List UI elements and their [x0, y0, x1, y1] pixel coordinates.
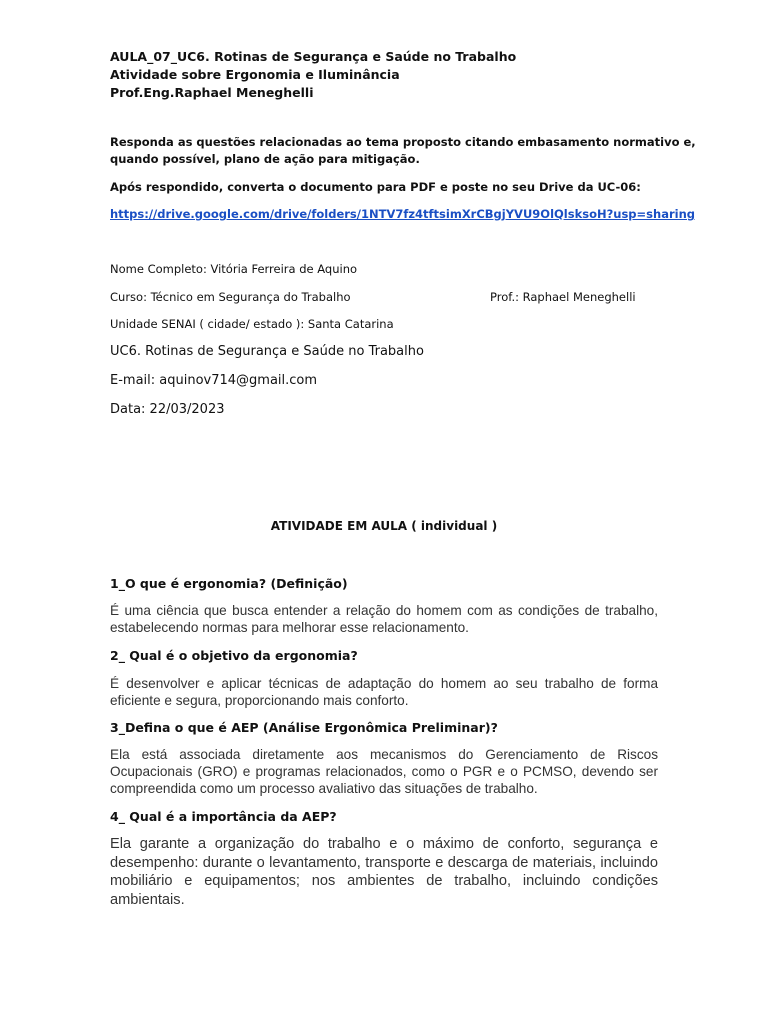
student-course: Curso: Técnico em Segurança do Trabalho — [110, 290, 351, 304]
answer-2: É desenvolver e aplicar técnicas de adaptação do homem ao seu trabalho de forma eficiente e segura, proporcionando mais conforto. — [110, 676, 658, 708]
answer-3: Ela está associada diretamente aos mecanismos do Gerenciamento de Riscos Ocupacionais (GRO) e programas relacionados, como o PGR e o PCMSO, devendo ser compreendida como um processo avaliativo das situações de trabalho. — [110, 747, 658, 796]
activity-title: ATIVIDADE EM AULA ( individual ) — [270, 519, 498, 533]
drive-link[interactable]: https://drive.google.com/drive/folders/1NTV7fz4tftsimXrCBgjYVU9OlQlsksoH?usp=sharing — [110, 207, 695, 221]
question-3: 3_Defina o que é AEP (Análise Ergonômica Preliminar)? — [110, 720, 498, 735]
header-activity-title: Atividade sobre Ergonomia e Iluminância — [110, 67, 400, 82]
header-professor: Prof.Eng.Raphael Meneghelli — [110, 85, 314, 100]
submission-date: Data: 22/03/2023 — [110, 402, 225, 417]
header-course-title: AULA_07_UC6. Rotinas de Segurança e Saúde no Trabalho — [110, 49, 517, 64]
student-email: E-mail: aquinov714@gmail.com — [110, 373, 318, 388]
answer-4: Ela garante a organização do trabalho e o máximo de conforto, segurança e desempenho: durante o levantamento, transporte e descarga de materiais, incluindo mobiliário e equipamentos; nos ambientes de trabalho, incluindo condições ambientais. — [110, 836, 658, 908]
student-unit: Unidade SENAI ( cidade/ estado ): Santa Catarina — [110, 317, 394, 331]
question-1: 1_O que é ergonomia? (Definição) — [110, 576, 348, 591]
answer-1: É uma ciência que busca entender a relação do homem com as condições de trabalho, estabelecendo normas para melhorar esse relacionamento. — [110, 603, 658, 635]
student-uc: UC6. Rotinas de Segurança e Saúde no Trabalho — [110, 344, 424, 359]
instructions-line-3: Após respondido, converta o documento para PDF e poste no seu Drive da UC-06: — [110, 180, 641, 194]
instructions-line-1: Responda as questões relacionadas ao tema proposto citando embasamento normativo e, — [110, 135, 696, 149]
course-teacher: Prof.: Raphael Meneghelli — [490, 290, 636, 304]
instructions-line-2: quando possível, plano de ação para mitigação. — [110, 152, 420, 166]
student-name: Nome Completo: Vitória Ferreira de Aquino — [110, 262, 358, 276]
question-2: 2_ Qual é o objetivo da ergonomia? — [110, 648, 358, 663]
question-4: 4_ Qual é a importância da AEP? — [110, 809, 337, 824]
